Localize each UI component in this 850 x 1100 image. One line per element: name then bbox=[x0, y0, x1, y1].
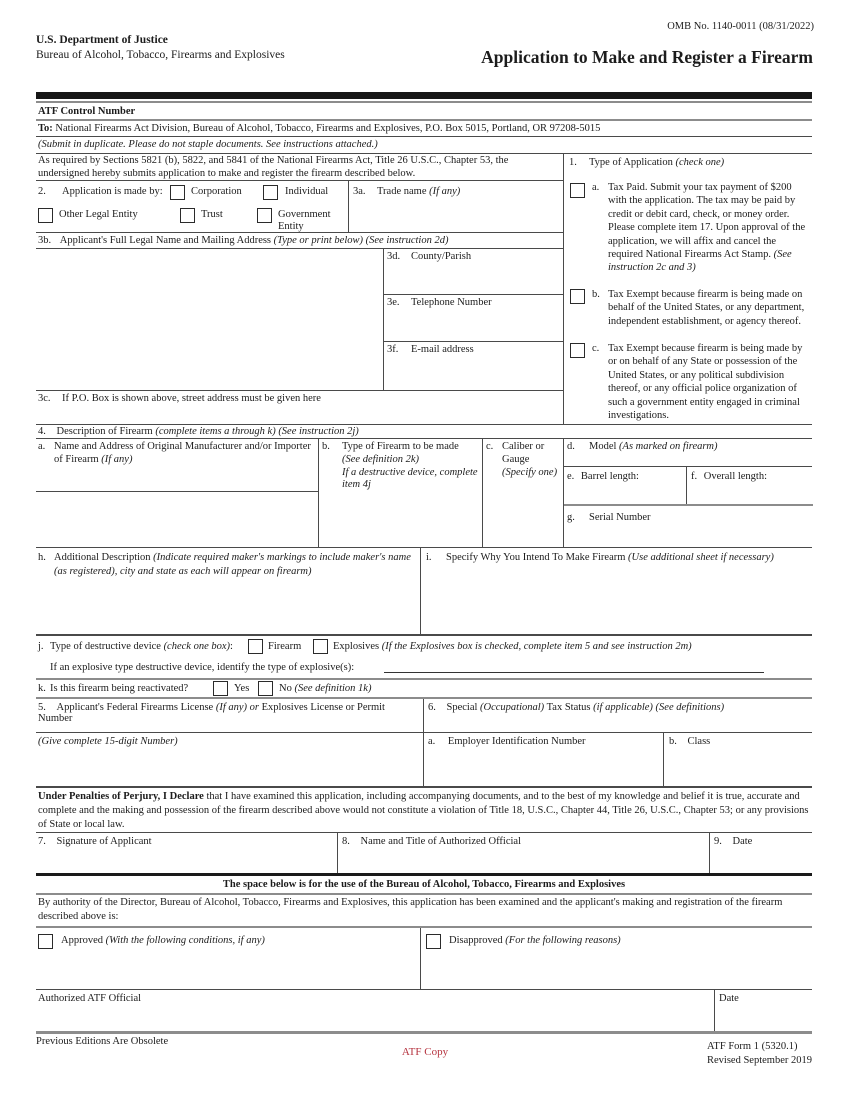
item-5-6-row bbox=[36, 699, 812, 788]
item-3c-label: If P.O. Box is shown above, street address must be given here bbox=[62, 393, 321, 404]
item-3d-label: County/Parish bbox=[411, 251, 472, 262]
item-3a-number: 3a. bbox=[353, 186, 366, 197]
signature-field[interactable] bbox=[38, 836, 333, 847]
tax-paid-checkbox[interactable] bbox=[570, 183, 585, 198]
item-4a-write-line bbox=[36, 491, 318, 492]
item-4k-row bbox=[36, 680, 812, 699]
item-3b-number: 3b. bbox=[38, 235, 52, 246]
atf-control-number-field[interactable] bbox=[36, 103, 812, 121]
divider-bar bbox=[36, 92, 812, 99]
item-3b-block bbox=[36, 233, 563, 390]
item-4h-text: Additional Description bbox=[54, 552, 154, 563]
item-1a-text: Tax Paid. Submit your tax payment of $200 with the application. The tax may be paid by credit or debit card, check, or money order. Please complete item 17. Upon approval of the application, we will affix and cancel the required National Firearms Act Stamp. bbox=[608, 182, 806, 261]
item-3b-note1: (Type or print below) bbox=[273, 235, 363, 246]
item-4g-text: Serial Number bbox=[589, 512, 651, 523]
item-4a-letter: a. bbox=[38, 441, 46, 452]
item-4c-text: Caliber or Gauge bbox=[502, 441, 545, 465]
item-4k-letter: k. bbox=[38, 683, 46, 694]
item-6-label: 6. Special (Occupational) Tax Status (if applicable) (See definitions) bbox=[428, 702, 725, 713]
item-5-6-midline bbox=[36, 732, 812, 733]
signature-row bbox=[36, 832, 812, 876]
government-entity-checkbox[interactable] bbox=[257, 208, 272, 223]
bureau-line: Bureau of Alcohol, Tobacco, Firearms and Explosives bbox=[36, 49, 285, 61]
approved-label: Approved bbox=[61, 935, 106, 946]
tax-exempt-state-option bbox=[592, 342, 811, 422]
item-7-8-divider bbox=[337, 833, 338, 873]
item-4f-letter: f. bbox=[691, 471, 698, 482]
approval-row bbox=[36, 926, 812, 990]
disapproved-reasons-field[interactable] bbox=[449, 935, 810, 946]
explosive-type-label: If an explosive type destructive device, identify the type of explosive(s): bbox=[50, 662, 355, 673]
item-5-6-divider bbox=[423, 699, 424, 786]
item-4-number: 4. bbox=[38, 426, 46, 437]
previous-editions-note: Previous Editions Are Obsolete bbox=[36, 1036, 169, 1047]
item-4j-letter: j. bbox=[38, 641, 44, 652]
date-field[interactable] bbox=[714, 836, 810, 847]
item-4-body bbox=[36, 439, 812, 548]
tax-exempt-state-checkbox[interactable] bbox=[570, 343, 585, 358]
item-4d-text: Model bbox=[589, 441, 620, 452]
item-3c-number: 3c. bbox=[38, 393, 51, 404]
item-4d-note: (As marked on firearm) bbox=[619, 441, 718, 452]
tax-exempt-us-option bbox=[592, 288, 809, 328]
reactivated-no-checkbox[interactable] bbox=[258, 681, 273, 696]
item-1c-letter: c. bbox=[592, 343, 600, 354]
item-8-label: Name and Title of Authorized Official bbox=[360, 836, 521, 847]
item-3d-number: 3d. bbox=[387, 251, 401, 262]
to-address: National Firearms Act Division, Bureau of Alcohol, Tobacco, Firearms and Explosives, P.O. Box 5015, Portland, OR 97208-5015 bbox=[52, 123, 601, 134]
item-4ef-row bbox=[564, 467, 813, 506]
item-9-number: 9. bbox=[714, 836, 722, 847]
disapproved-label: Disapproved bbox=[449, 935, 506, 946]
authorized-official-label: Authorized ATF Official bbox=[38, 993, 142, 1004]
item-4-right-column bbox=[563, 439, 812, 548]
atf-use-header: The space below is for the use of the Bureau of Alcohol, Tobacco, Firearms and Explosives bbox=[36, 876, 812, 895]
disapproved-note: (For the following reasons) bbox=[505, 935, 621, 946]
trust-checkbox[interactable] bbox=[180, 208, 195, 223]
item-4j-row bbox=[36, 636, 812, 680]
form-number-block bbox=[707, 1040, 812, 1067]
item-6a-label: Employer Identification Number bbox=[447, 736, 586, 747]
overall-length-field[interactable] bbox=[686, 467, 813, 504]
item-1a-letter: a. bbox=[592, 182, 600, 193]
barrel-length-field[interactable] bbox=[564, 467, 686, 504]
corporation-checkbox[interactable] bbox=[170, 185, 185, 200]
approved-note: (With the following conditions, if any) bbox=[105, 935, 265, 946]
item-4a-text: Name and Address of Original Manufacturer and/or Importer of Firearm bbox=[54, 441, 311, 465]
item-3f-label: E-mail address bbox=[411, 344, 474, 355]
destructive-firearm-checkbox[interactable] bbox=[248, 639, 263, 654]
to-line bbox=[36, 121, 812, 137]
item-7-number: 7. bbox=[38, 836, 46, 847]
form-number: ATF Form 1 (5320.1) bbox=[707, 1041, 798, 1052]
model-field[interactable] bbox=[564, 439, 812, 467]
item-2-number: 2. bbox=[38, 186, 46, 197]
corporation-label: Corporation bbox=[191, 186, 242, 197]
item-1a-note: (See instruction 2c and 3) bbox=[608, 249, 792, 274]
destructive-explosives-checkbox[interactable] bbox=[313, 639, 328, 654]
form-title: Application to Make and Register a Firearm bbox=[481, 47, 813, 67]
item-4g-letter: g. bbox=[567, 512, 575, 523]
item-1c-text: Tax Exempt because firearm is being made by or on behalf of any State or possession of the United States, or any political subdivision thereof, or any official police organization of such a government entity engaged in criminal investigations. bbox=[608, 343, 803, 422]
item-1-number: 1. bbox=[569, 157, 577, 168]
item-1-label: Type of Application bbox=[589, 157, 676, 168]
item-6b-letter: b. bbox=[669, 736, 677, 747]
item-4i-text: Specify Why You Intend To Make Firearm bbox=[446, 552, 629, 563]
perjury-text: that I have examined this application, including accompanying documents, and to the best of my knowledge and belief it is true, accurate and complete and the making and possession of the firearm described above would not constitute a violation of Title 18, U.S.C., Chapter 44, Title 26, U.S.C., Chapter 53; or any provisions of State or local law. bbox=[38, 791, 809, 830]
atf-copy-label: ATF Copy bbox=[401, 1046, 449, 1058]
item-4h-note: (Indicate required maker's markings to include maker's name (as registered), city and state as each will appear on firearm) bbox=[54, 552, 411, 577]
additional-description-field[interactable] bbox=[36, 548, 420, 634]
item-3e-label: Telephone Number bbox=[411, 297, 492, 308]
item-8-number: 8. bbox=[342, 836, 350, 847]
type-of-firearm-field[interactable] bbox=[318, 439, 482, 548]
perjury-bold: Under Penalties of Perjury, I Declare bbox=[38, 791, 204, 802]
authority-paragraph: By authority of the Director, Bureau of Alcohol, Tobacco, Firearms and Explosives, this application has been examined and the applicant's making and registration of the firearm described above is: bbox=[38, 897, 783, 922]
other-legal-entity-label: Other Legal Entity bbox=[59, 209, 138, 220]
item-4k-label: Is this firearm being reactivated? bbox=[50, 683, 189, 694]
item-7-label: Signature of Applicant bbox=[56, 836, 152, 847]
authorized-official-name-field[interactable] bbox=[342, 836, 702, 847]
form-revision-date: Revised September 2019 bbox=[707, 1054, 812, 1066]
approved-conditions-field[interactable] bbox=[61, 935, 411, 946]
serial-number-field[interactable] bbox=[564, 508, 813, 548]
item-3f-number: 3f. bbox=[387, 344, 399, 355]
trade-name-field[interactable] bbox=[349, 181, 563, 232]
ein-field[interactable] bbox=[428, 736, 658, 747]
item-4b-note2: If a destructive device, complete item 4j bbox=[342, 466, 478, 491]
item-4j-label: Type of destructive device (check one box): bbox=[50, 641, 233, 652]
item-1-note: (check one) bbox=[675, 157, 725, 168]
item-3a-note: (If any) bbox=[429, 186, 461, 197]
caliber-field[interactable] bbox=[482, 439, 563, 548]
trust-label: Trust bbox=[201, 209, 223, 220]
item-4-header bbox=[36, 424, 812, 439]
atf-control-number-label: ATF Control Number bbox=[38, 106, 136, 117]
item-6ab-divider bbox=[663, 732, 664, 786]
official-date-divider bbox=[714, 990, 715, 1031]
reactivated-yes-checkbox[interactable] bbox=[213, 681, 228, 696]
item-1-header bbox=[564, 154, 812, 170]
street-address-field[interactable] bbox=[36, 390, 563, 424]
official-date-label: Date bbox=[719, 993, 739, 1004]
item-9-label: Date bbox=[732, 836, 753, 847]
item-4h-letter: h. bbox=[38, 552, 46, 563]
destructive-firearm-label: Firearm bbox=[268, 641, 302, 652]
submit-note: (Submit in duplicate. Please do not staple documents. See instructions attached.) bbox=[36, 137, 812, 154]
approval-divider bbox=[420, 928, 421, 989]
telephone-field[interactable] bbox=[383, 295, 563, 342]
individual-label: Individual bbox=[285, 186, 329, 197]
item-4d-letter: d. bbox=[567, 441, 575, 452]
item-4-label: Description of Firearm bbox=[56, 426, 156, 437]
email-field[interactable] bbox=[383, 342, 563, 390]
item-3e-number: 3e. bbox=[387, 297, 400, 308]
item-1b-letter: b. bbox=[592, 289, 600, 300]
item-3b-header bbox=[36, 233, 563, 249]
item-4e-letter: e. bbox=[567, 471, 575, 482]
item-2-row bbox=[36, 181, 563, 233]
item-4b-text: Type of Firearm to be made bbox=[342, 441, 459, 452]
item-4i-letter: i. bbox=[426, 552, 432, 563]
explosive-type-line[interactable] bbox=[384, 672, 764, 673]
other-legal-entity-checkbox[interactable] bbox=[38, 208, 53, 223]
omb-number: OMB No. 1140-0011 (08/31/2022) bbox=[667, 21, 814, 32]
item-2-label: Application is made by: bbox=[62, 186, 163, 197]
item-4e-text: Barrel length: bbox=[580, 471, 639, 482]
item-4-note: (complete items a through k) (See instruction 2j) bbox=[155, 426, 359, 437]
item-3a-label: Trade name bbox=[377, 186, 430, 197]
item-3b-label: Applicant's Full Legal Name and Mailing Address bbox=[59, 235, 274, 246]
manufacturer-field[interactable] bbox=[36, 439, 318, 548]
item-4c-note: (Specify one) bbox=[502, 466, 558, 478]
government-entity-label: Government Entity bbox=[278, 209, 331, 232]
item-1b-text: Tax Exempt because firearm is being made on behalf of the United States, or any department, independent establishment, or agency thereof. bbox=[608, 289, 805, 327]
official-row bbox=[36, 990, 812, 1034]
individual-checkbox[interactable] bbox=[263, 185, 278, 200]
item-6b-label: Class bbox=[687, 736, 711, 747]
official-date-field[interactable] bbox=[719, 993, 810, 1004]
item-6a-letter: a. bbox=[428, 736, 436, 747]
item-4f-text: Overall length: bbox=[703, 471, 768, 482]
item-4hi-row bbox=[36, 548, 812, 636]
destructive-explosives-label: Explosives (If the Explosives box is checked, complete item 5 and see instruction 2m) bbox=[333, 641, 692, 652]
tax-paid-option bbox=[592, 181, 809, 275]
item-4a-note: (If any) bbox=[101, 453, 133, 465]
item-3b-note2: (See instruction 2d) bbox=[363, 235, 449, 246]
item-4b-note1: (See definition 2k) bbox=[342, 453, 419, 465]
to-label: To: bbox=[38, 123, 53, 134]
applicant-name-address-field[interactable] bbox=[36, 249, 383, 390]
perjury-statement bbox=[36, 788, 812, 832]
ffl-number-field[interactable]: (Give complete 15-digit Number) bbox=[38, 736, 178, 747]
authorized-atf-official-field[interactable] bbox=[38, 993, 698, 1004]
item-5-label: 5. Applicant's Federal Firearms License (If any) or Explosives License or Permit Number bbox=[38, 702, 385, 724]
reactivated-yes-label: Yes bbox=[234, 683, 250, 694]
intro-paragraph: As required by Sections 5821 (b), 5822, and 5841 of the National Firearms Act, Title 26 U.S.C., Chapter 53, the undersigned hereby submits application to make and register the firearm described below. bbox=[36, 154, 563, 181]
tax-exempt-us-checkbox[interactable] bbox=[570, 289, 585, 304]
department-line: U.S. Department of Justice bbox=[36, 34, 168, 46]
item-4b-letter: b. bbox=[322, 441, 330, 452]
item-1-column bbox=[563, 154, 812, 424]
reactivated-no-label: No (See definition 1k) bbox=[279, 683, 372, 694]
item-4i-note: (Use additional sheet if necessary) bbox=[628, 552, 774, 563]
approved-checkbox[interactable] bbox=[38, 934, 53, 949]
disapproved-checkbox[interactable] bbox=[426, 934, 441, 949]
class-field[interactable] bbox=[669, 736, 810, 747]
item-4c-letter: c. bbox=[486, 441, 494, 452]
item-8-9-divider bbox=[709, 833, 710, 873]
county-parish-field[interactable] bbox=[383, 249, 563, 295]
intent-to-make-field[interactable] bbox=[421, 548, 812, 634]
